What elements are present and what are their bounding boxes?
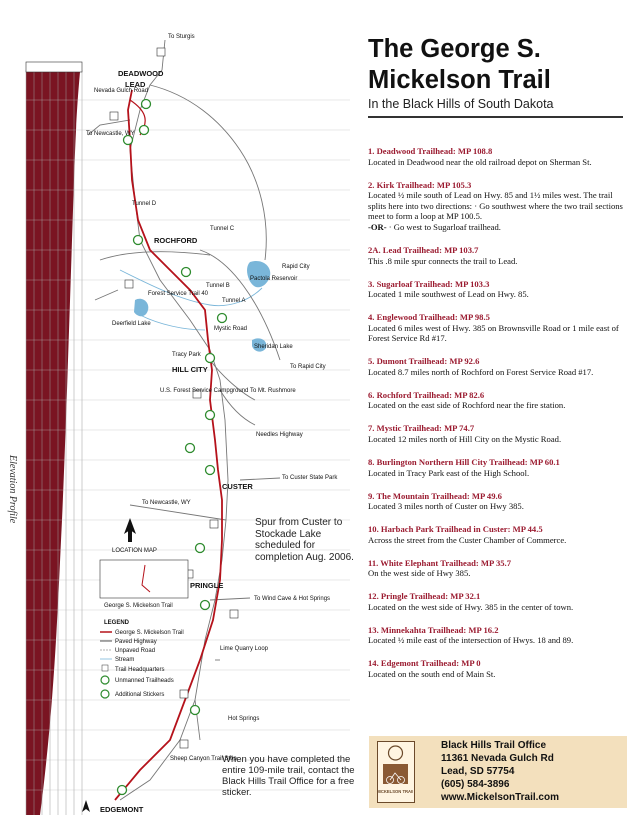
label-mt-rushmore: To Mt. Rushmore — [250, 388, 296, 394]
label-newcastle-mid: To Newcastle, WY — [142, 500, 191, 506]
label-pactola: Pactola Reservoir — [250, 276, 298, 282]
trailhead-desc: Located on the west side of Hwy. 385 in the center of town. — [368, 601, 574, 612]
label-newcastle-top: To Newcastle, WY — [86, 131, 135, 137]
trailhead-item — [368, 524, 630, 545]
trailhead-item — [368, 658, 630, 679]
roads — [88, 40, 280, 800]
trailhead-name: 4. Englewood Trailhead: MP 98.5 — [368, 312, 490, 323]
label-sheep-canyon: Sheep Canyon Trail Stop — [170, 756, 237, 762]
trailhead-desc: Located in Deadwood near the old railroad depot on Sherman St. — [368, 156, 592, 167]
alt-desc: · Go west to Sugarloaf trailhead. — [386, 221, 501, 232]
trailhead-name: 1. Deadwood Trailhead: MP 108.8 — [368, 146, 493, 156]
title-line-2: Mickelson Trail — [368, 66, 551, 94]
label-mystic: Mystic Road — [214, 326, 248, 332]
town-hill-city: HILL CITY — [172, 365, 208, 374]
svg-text:Unpaved Road: Unpaved Road — [115, 648, 156, 654]
trailhead-name: 12. Pringle Trailhead: MP 32.1 — [368, 591, 481, 602]
svg-text:George S. Mickelson Trail: George S. Mickelson Trail — [115, 630, 184, 636]
svg-text:LOCATION MAP: LOCATION MAP — [112, 548, 157, 554]
trailhead-name: 7. Mystic Trailhead: MP 74.7 — [368, 423, 475, 434]
trailhead-desc: On the west side of Hwy 385. — [368, 568, 471, 579]
deerfield-lake — [134, 299, 148, 317]
svg-text:Unmanned Trailheads: Unmanned Trailheads — [115, 678, 174, 684]
office-phone: (605) 584-3896 — [441, 779, 510, 790]
town-pringle: PRINGLE — [190, 581, 224, 590]
elevation-profile-label: Elevation Profile — [7, 455, 18, 524]
title-divider — [368, 116, 623, 118]
label-custer-sp: To Custer State Park — [282, 475, 338, 481]
label-tunnel-c: Tunnel C — [210, 226, 235, 232]
title-line-1: The George S. — [368, 35, 541, 63]
trailhead-name: 10. Harbach Park Trailhead in Custer: MP 44.5 — [368, 524, 543, 535]
label-nevada-gulch: Nevada Gulch Road — [94, 88, 149, 94]
svg-text:Additional Stickers: Additional Stickers — [115, 692, 165, 698]
elevation-profile — [26, 62, 350, 815]
svg-text:Trail Headquarters: Trail Headquarters — [115, 667, 165, 673]
trailhead-item — [368, 390, 630, 411]
town-deadwood: DEADWOOD — [118, 69, 164, 78]
label-wind-cave: To Wind Cave & Hot Springs — [254, 596, 331, 602]
trailhead-desc: Located 12 miles north of Hill City on the Mystic Road. — [368, 434, 562, 445]
north-arrow-bottom-icon — [82, 800, 90, 812]
trailhead-item — [368, 146, 630, 167]
label-rapid-city: Rapid City — [282, 264, 310, 270]
trailhead-item — [368, 356, 630, 377]
svg-text:Stream: Stream — [115, 657, 135, 663]
trailhead-name: 9. The Mountain Trailhead: MP 49.6 — [368, 490, 502, 501]
trailhead-alt — [368, 222, 630, 233]
trailhead-name: 2. Kirk Trailhead: MP 105.3 — [368, 179, 472, 190]
trailhead-name: 14. Edgemont Trailhead: MP 0 — [368, 658, 481, 669]
office-name: Black Hills Trail Office — [441, 740, 547, 751]
trailhead-item — [368, 457, 630, 478]
trailhead-item — [368, 279, 630, 300]
trailhead-desc: Located 3 miles north of Custer on Hwy 385. — [368, 501, 524, 512]
alt-prefix: -OR- — [368, 221, 387, 232]
trailhead-desc: Located ½ mile east of the intersection of Hwys. 18 and 89. — [368, 635, 574, 646]
location-map — [100, 548, 188, 609]
trailhead-desc: Located 8.7 miles north of Rochford on Forest Service Road #17. — [368, 366, 594, 377]
office-website-link[interactable]: www.MickelsonTrail.com — [441, 792, 559, 803]
label-campground: U.S. Forest Service Campground — [160, 388, 249, 394]
trailhead-item — [368, 491, 630, 512]
trailhead-name: 5. Dumont Trailhead: MP 92.6 — [368, 356, 480, 367]
mickelson-trail-logo-icon — [377, 741, 415, 803]
office-address — [441, 739, 627, 804]
svg-text:LEGEND: LEGEND — [104, 620, 130, 626]
pactola-reservoir — [247, 261, 270, 287]
page-subtitle: In the Black Hills of South Dakota — [368, 97, 554, 111]
svg-text:Paved Highway: Paved Highway — [115, 639, 157, 645]
label-sheridan: Sheridan Lake — [254, 344, 293, 350]
trailhead-desc: This .8 mile spur connects the trail to Lead. — [368, 255, 518, 266]
sticker-note: When you have completed the entire 109-mile trail, contact the Black Hills Trail Office for a free sticker. — [222, 754, 355, 798]
label-needles: Needles Highway — [256, 432, 303, 438]
trailhead-item — [368, 312, 630, 344]
trailhead-item — [368, 625, 630, 646]
label-tracy-park: Tracy Park — [172, 352, 201, 358]
town-custer: CUSTER — [222, 482, 253, 491]
trailhead-item — [368, 245, 630, 266]
trailhead-list — [368, 146, 630, 692]
label-tunnel-d: Tunnel D — [132, 201, 157, 207]
office-street: 11361 Nevada Gulch Rd — [441, 753, 554, 764]
trailhead-desc: Across the street from the Custer Chamber of Commerce. — [368, 534, 567, 545]
trailhead-desc: Located ½ mile south of Lead on Hwy. 85 and 1½ miles west. The trail splits here into two directions: · Go southwest where the two trail sections meet to form a loop at MP 100.5. — [368, 190, 623, 222]
label-forest-rd: Forest Service Trail 40 — [148, 291, 209, 297]
trailhead-name: 2A. Lead Trailhead: MP 103.7 — [368, 244, 479, 255]
trailhead-item — [368, 423, 630, 444]
label-to-rapid-city: To Rapid City — [290, 364, 326, 370]
trailhead-desc: Located in Tracy Park east of the High School. — [368, 467, 530, 478]
north-arrow-icon — [124, 518, 136, 542]
trailhead-name: 8. Burlington Northern Hill City Trailhead: MP 60.1 — [368, 457, 560, 467]
label-deerfield: Deerfield Lake — [112, 321, 151, 327]
label-hot-springs: Hot Springs — [228, 716, 260, 722]
page-title — [368, 34, 628, 96]
trailhead-desc: Located 6 miles west of Hwy. 385 on Brownsville Road or 1 mile east of Forest Service Rd #17. — [368, 322, 619, 344]
label-lime-quarry: Lime Quarry Loop — [220, 646, 269, 652]
label-to-sturgis: To Sturgis — [168, 34, 195, 40]
trailhead-name: 3. Sugarloaf Trailhead: MP 103.3 — [368, 278, 490, 289]
label-tunnel-a: Tunnel A — [222, 298, 246, 304]
svg-text:George S. Mickelson Trail: George S. Mickelson Trail — [104, 603, 173, 609]
trailhead-item — [368, 180, 630, 233]
water-features — [120, 261, 270, 352]
label-tunnel-b: Tunnel B — [206, 283, 230, 289]
town-lead: LEAD — [125, 80, 146, 89]
map-legend — [100, 620, 184, 698]
trailhead-name: 6. Rochford Trailhead: MP 82.6 — [368, 389, 485, 400]
office-city: Lead, SD 57754 — [441, 766, 515, 777]
town-rochford: ROCHFORD — [154, 236, 198, 245]
trailhead-item — [368, 558, 630, 579]
trailhead-desc: Located on the east side of Rochford near the fire station. — [368, 400, 566, 411]
svg-text:MICKELSON TRAIL: MICKELSON TRAIL — [378, 789, 413, 794]
trailhead-desc: Located on the south end of Main St. — [368, 669, 496, 680]
town-edgemont: EDGEMONT — [100, 805, 144, 814]
trail-office-contact — [369, 736, 627, 808]
trailhead-name: 11. White Elephant Trailhead: MP 35.7 — [368, 557, 512, 568]
trailhead-item — [368, 591, 630, 612]
spur-note: Spur from Custer to Stockade Lake scheduled for completion Aug. 2006. — [255, 517, 354, 563]
trailhead-name: 13. Minnekahta Trailhead: MP 16.2 — [368, 624, 499, 635]
trailhead-desc: Located 1 mile southwest of Lead on Hwy. 85. — [368, 289, 529, 300]
